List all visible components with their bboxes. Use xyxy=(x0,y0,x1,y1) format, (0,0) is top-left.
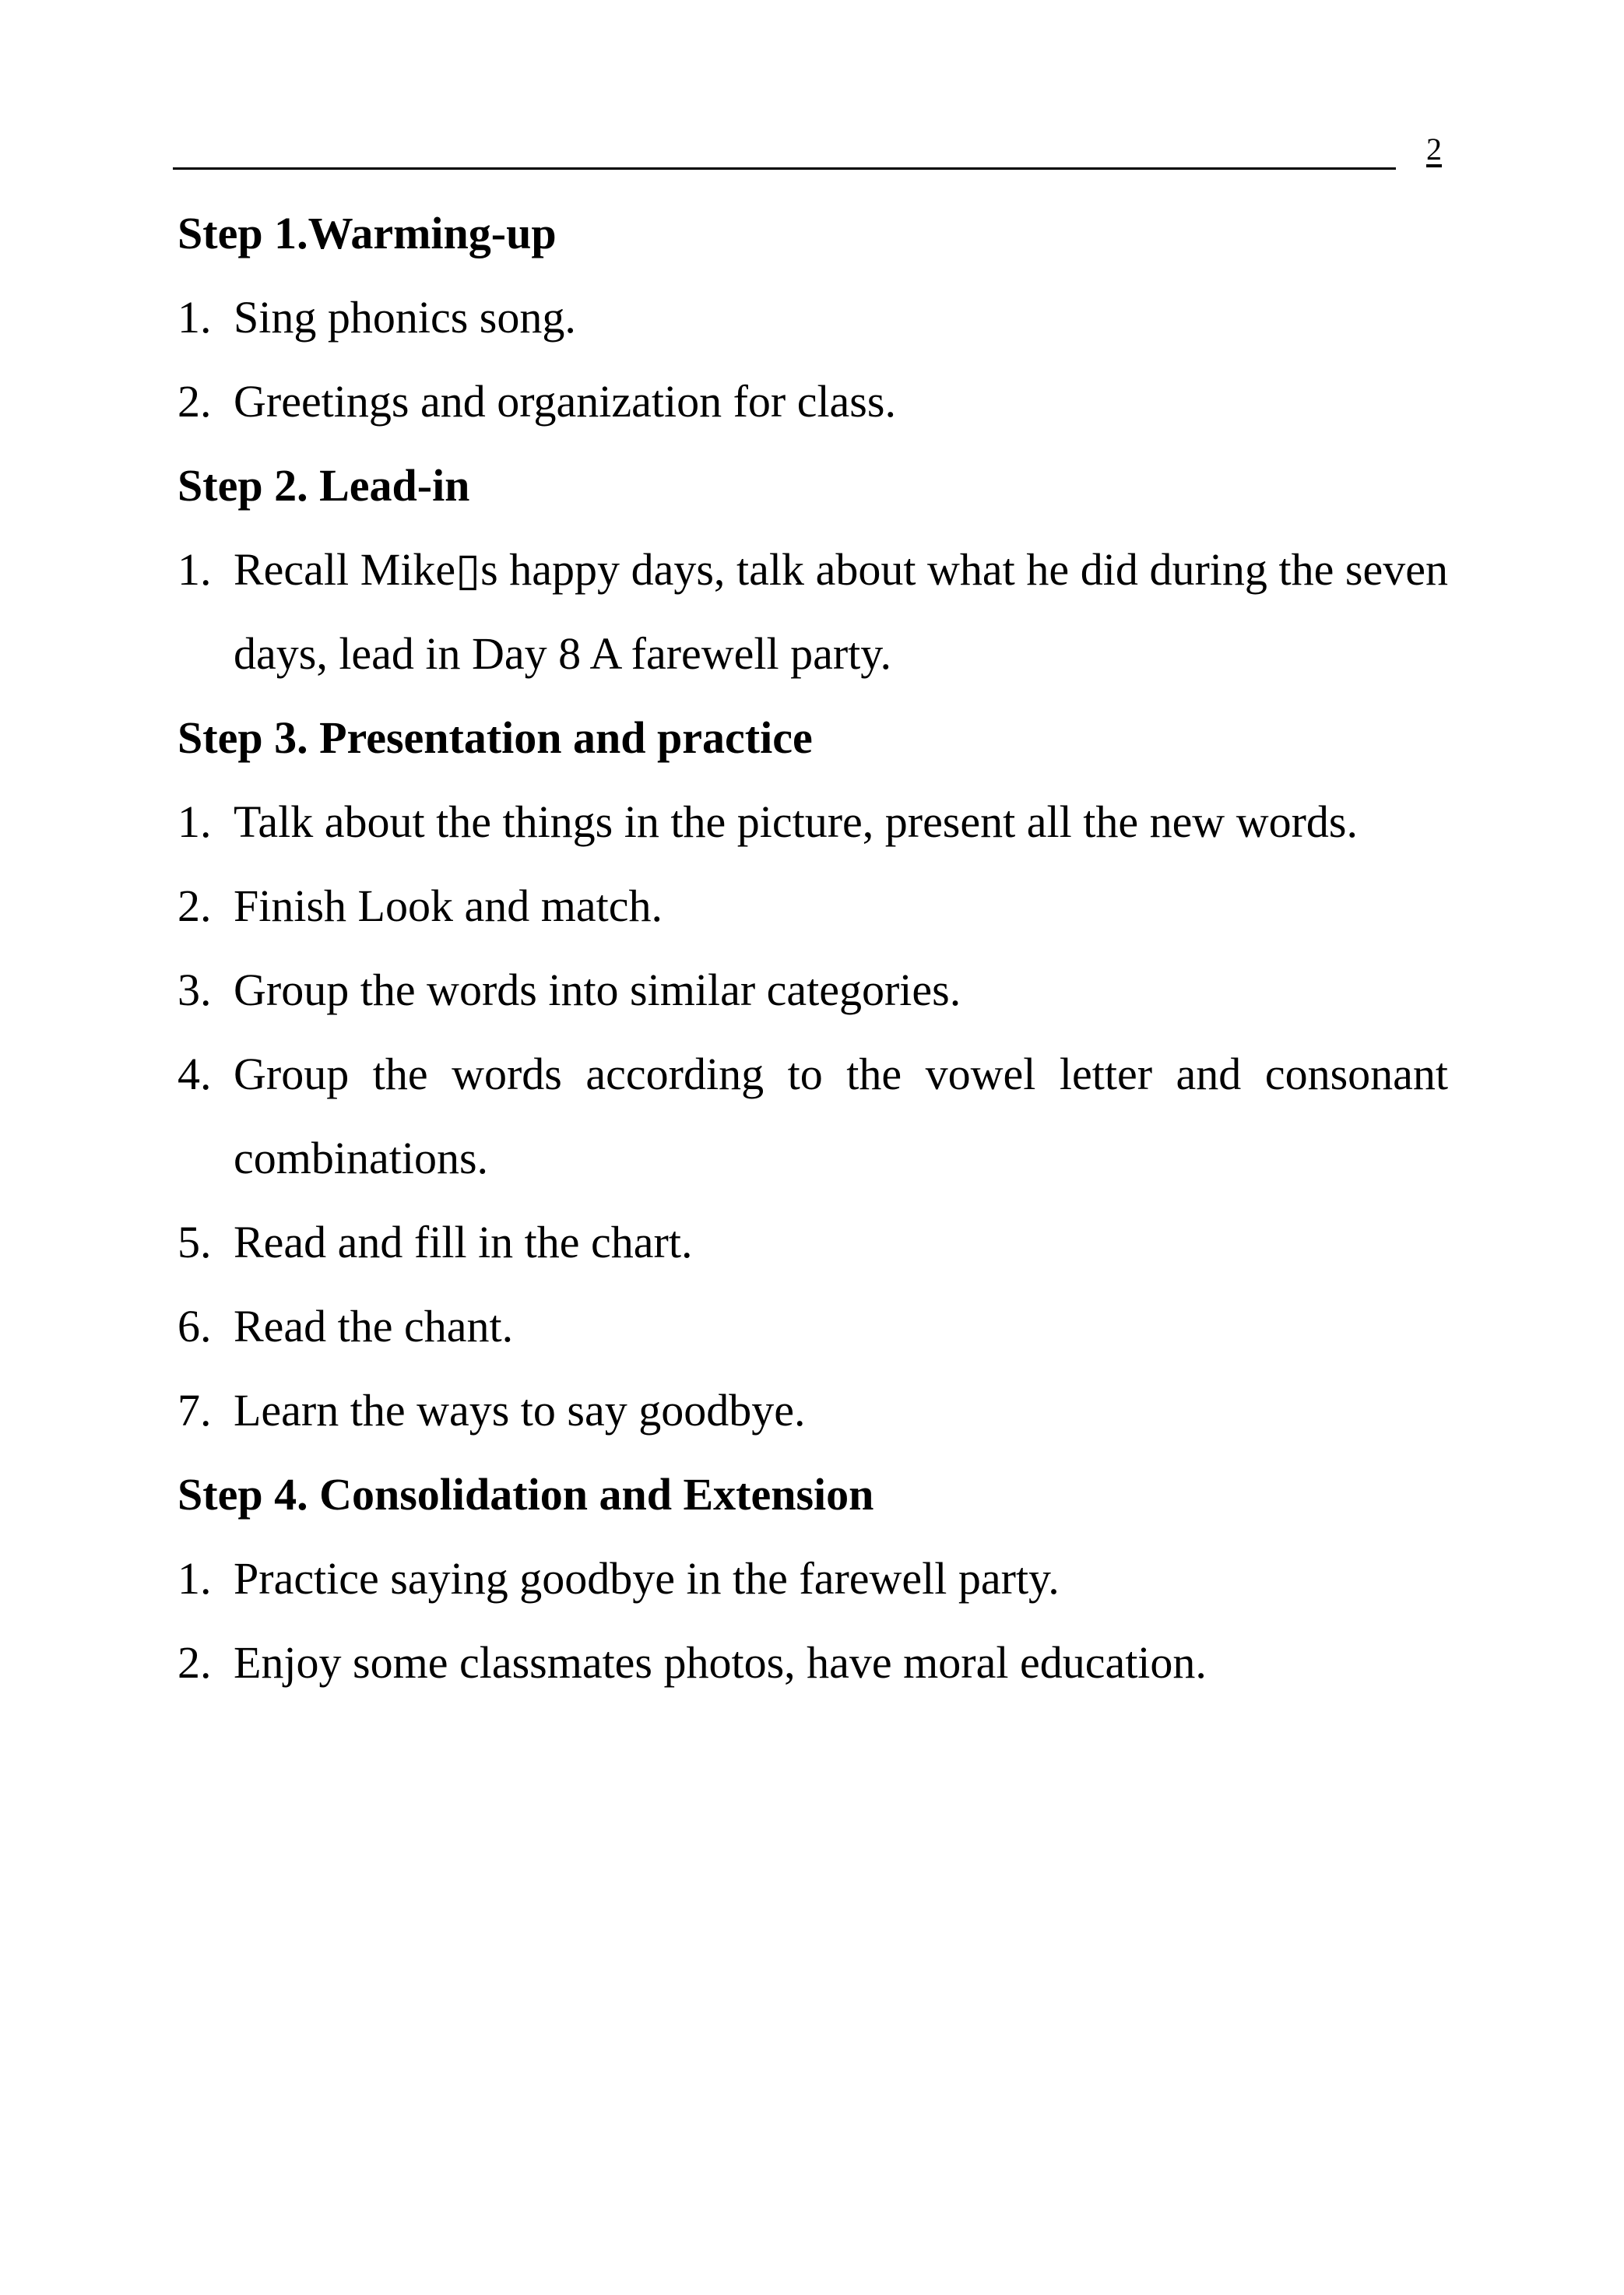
list-item xyxy=(178,360,1448,444)
list-item-text: Group the words according to the vowel letter and consonant combinations. xyxy=(234,1049,1448,1183)
list-item-number: 1. xyxy=(178,1553,212,1604)
list-item xyxy=(178,528,1448,696)
list-item-text: Learn the ways to say goodbye. xyxy=(234,1385,806,1436)
list-item-number: 4. xyxy=(178,1049,212,1099)
list-item-number: 5. xyxy=(178,1217,212,1267)
list-item-number: 2. xyxy=(178,376,212,427)
step-2-heading: Step 2. Lead-in xyxy=(178,460,470,511)
page-number: 2 xyxy=(1426,132,1442,167)
list-item xyxy=(178,1621,1448,1705)
list-item xyxy=(178,276,1448,360)
step-3-heading: Step 3. Presentation and practice xyxy=(178,712,813,763)
list-item xyxy=(178,1369,1448,1453)
list-item-text: Enjoy some classmates photos, have moral education. xyxy=(234,1637,1207,1688)
list-item-text: Finish Look and match. xyxy=(234,880,663,931)
list-item xyxy=(178,948,1448,1032)
list-item xyxy=(178,780,1448,864)
list-item-number: 3. xyxy=(178,965,212,1015)
list-item-text: Read the chant. xyxy=(234,1301,514,1351)
list-item-text: Greetings and organization for class. xyxy=(234,376,896,427)
list-item-number: 2. xyxy=(178,880,212,931)
list-item-text: Sing phonics song. xyxy=(234,292,576,343)
list-item-text: Group the words into similar categories. xyxy=(234,965,961,1015)
list-item-number: 2. xyxy=(178,1637,212,1688)
list-item-number: 1. xyxy=(178,292,212,343)
list-item xyxy=(178,1200,1448,1285)
step-4-section xyxy=(178,1453,1448,1705)
list-item-number: 7. xyxy=(178,1385,212,1436)
step-4-heading: Step 4. Consolidation and Extension xyxy=(178,1469,874,1520)
list-item-number: 1. xyxy=(178,796,212,847)
step-1-section xyxy=(178,192,1448,444)
list-item-text: Practice saying goodbye in the farewell party. xyxy=(234,1553,1060,1604)
list-item xyxy=(178,1285,1448,1369)
list-item-text: Talk about the things in the picture, present all the new words. xyxy=(234,796,1358,847)
list-item-text: Read and fill in the chart. xyxy=(234,1217,693,1267)
document-body xyxy=(178,192,1448,1705)
list-item xyxy=(178,1537,1448,1621)
header-rule xyxy=(173,167,1396,170)
list-item-text: Recall Mike▯s happy days, talk about what he did during the seven days, lead in Day 8 A farewell party. xyxy=(234,544,1448,679)
step-2-section xyxy=(178,444,1448,696)
list-item xyxy=(178,1032,1448,1200)
step-1-heading: Step 1.Warming-up xyxy=(178,208,557,258)
list-item-number: 1. xyxy=(178,544,212,595)
list-item xyxy=(178,864,1448,948)
list-item-number: 6. xyxy=(178,1301,212,1351)
step-3-section xyxy=(178,696,1448,1453)
